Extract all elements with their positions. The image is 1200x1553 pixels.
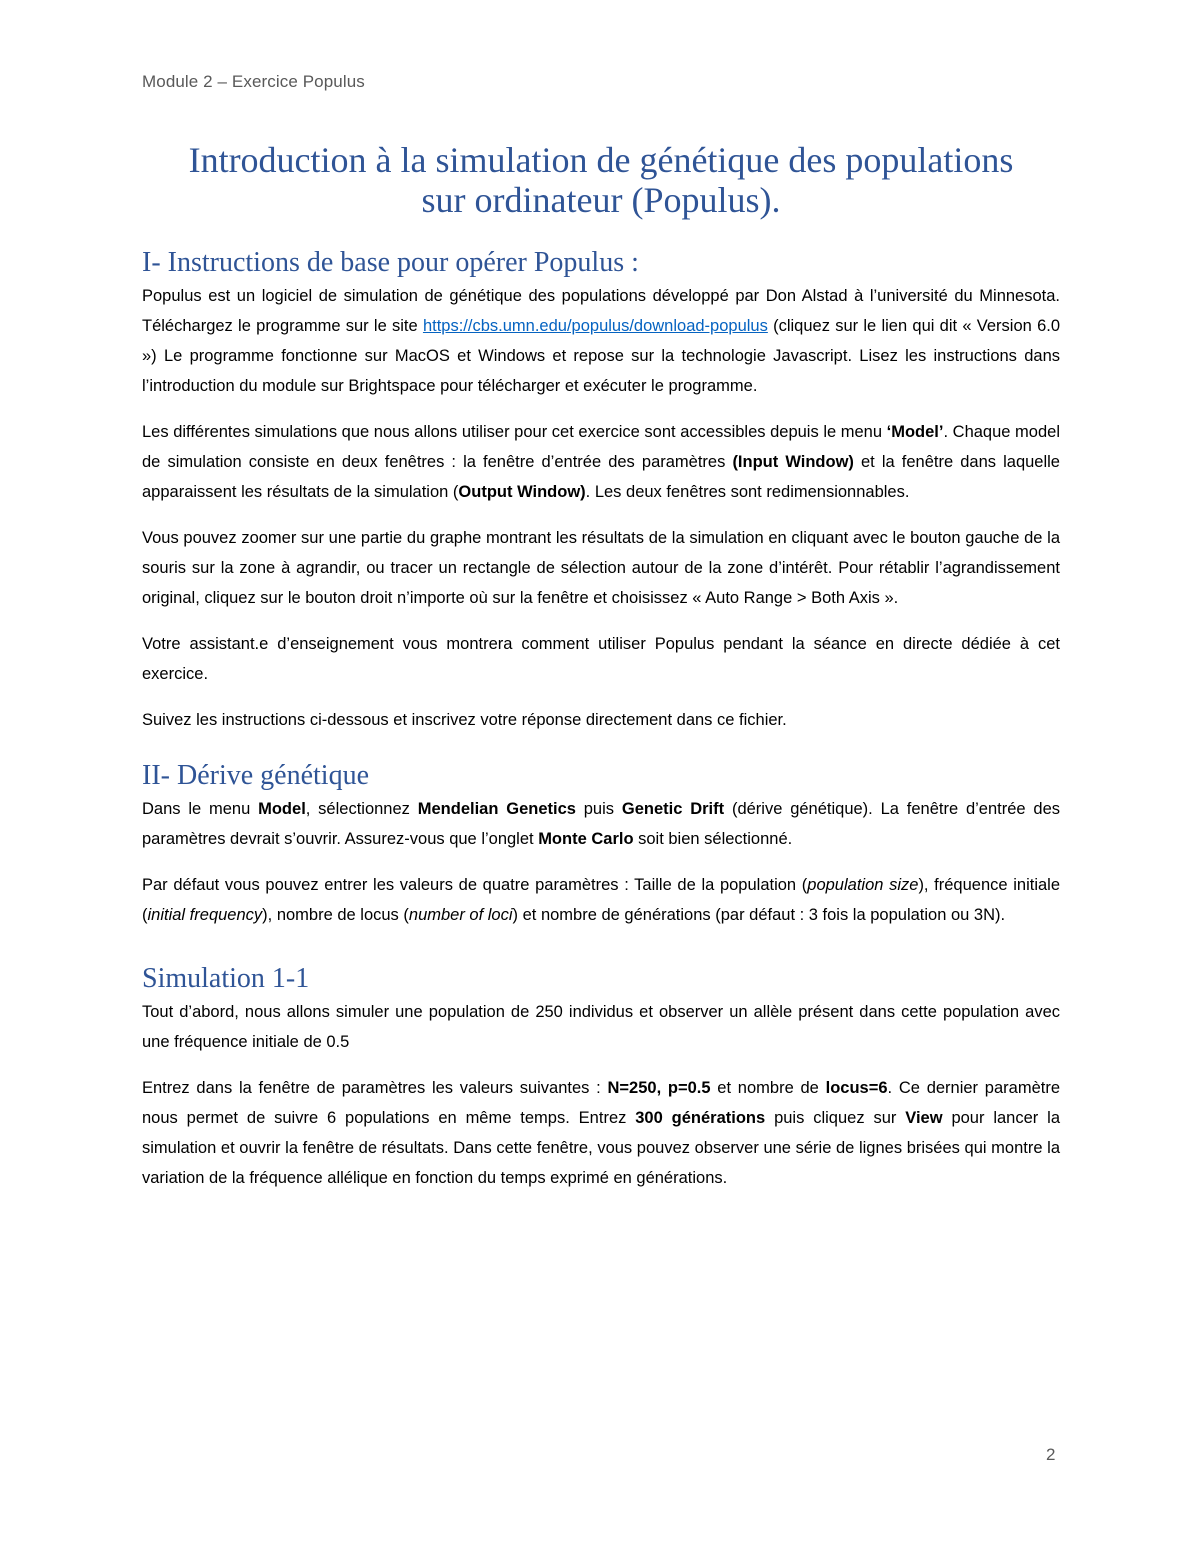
document-title bbox=[142, 140, 1060, 220]
paragraph-simulation-intro: Tout d’abord, nous allons simuler une population de 250 individus et observer un allèle présent dans cette population avec une fréquence initiale de 0.5 bbox=[142, 1003, 1060, 1051]
paragraph-parameters bbox=[142, 870, 1060, 930]
text-run: Populus est un logiciel de simulation de génétique des populations développé par Don Alstad à l’université du Minnesota. Téléchargez le programme sur le site bbox=[142, 287, 1060, 335]
text-run: (cliquez sur le lien qui dit « Version 6.0 ») Le programme fonctionne sur MacOS et Windows et repose sur la technologie Javascript. Lisez les instructions dans l’introduction du module sur Brightspace pour télécharger et exécuter le programme. bbox=[142, 317, 1061, 395]
title-line-2: sur ordinateur (Populus). bbox=[421, 180, 781, 220]
text-run: Entrez dans la fenêtre de paramètres les valeurs suivantes : bbox=[142, 1079, 608, 1097]
paragraph-intro bbox=[142, 281, 1060, 401]
bold-input-window: (Input Window) bbox=[732, 453, 854, 471]
italic-number-of-loci: number of loci bbox=[408, 906, 513, 924]
text-run: Les différentes simulations que nous allons utiliser pour cet exercice sont accessibles depuis le menu bbox=[142, 423, 887, 441]
bold-locus-value: locus=6 bbox=[825, 1079, 888, 1097]
bold-model: ‘Model’ bbox=[886, 423, 944, 441]
download-link[interactable]: https://cbs.umn.edu/populus/download-populus bbox=[422, 317, 768, 335]
section-heading-genetic-drift: II- Dérive génétique bbox=[142, 760, 369, 791]
page-number: 2 bbox=[1046, 1445, 1056, 1464]
text-run: , sélectionnez bbox=[305, 800, 418, 818]
paragraph-zoom: Vous pouvez zoomer sur une partie du graphe montrant les résultats de la simulation en cliquant avec le bouton gauche de la souris sur la zone à agrandir, ou tracer un rectangle de sélection autour de la zone d’intérêt. Pour rétablir l’agrandissement original, cliquez sur le bouton droit n’importe où sur la fenêtre et choisissez « Auto Range > Both Axis ». bbox=[142, 529, 1060, 607]
bold-model-menu: Model bbox=[258, 800, 306, 818]
text-run: . Les deux fenêtres sont redimensionnables. bbox=[585, 483, 910, 501]
bold-monte-carlo: Monte Carlo bbox=[538, 830, 634, 848]
section-heading-simulation-1-1: Simulation 1-1 bbox=[142, 963, 310, 994]
paragraph-model-selection bbox=[142, 794, 1060, 854]
title-line-1: Introduction à la simulation de génétique des populations bbox=[188, 140, 1014, 180]
text-run: puis cliquez sur bbox=[765, 1109, 906, 1127]
text-run: ) et nombre de générations (par défaut : 3 fois la population ou 3N). bbox=[512, 906, 1006, 924]
paragraph-model-menu bbox=[142, 417, 1060, 507]
text-run: pour lancer la simulation et ouvrir la fenêtre de résultats. Dans cette fenêtre, vous pouvez observer une série de lignes brisées qui montre la variation de la fréquence allélique en fonction du temps exprimé en générations. bbox=[142, 1109, 1060, 1187]
bold-mendelian-genetics: Mendelian Genetics bbox=[417, 800, 576, 818]
italic-initial-frequency: initial frequency bbox=[147, 906, 263, 924]
paragraph-assistant: Votre assistant.e d’enseignement vous montrera comment utiliser Populus pendant la séance en directe dédiée à cet exercice. bbox=[142, 635, 1060, 683]
section-heading-instructions: I- Instructions de base pour opérer Populus : bbox=[142, 247, 639, 278]
text-run: et nombre de bbox=[710, 1079, 826, 1097]
document-body bbox=[142, 140, 1060, 1209]
text-run: ), nombre de locus ( bbox=[262, 906, 409, 924]
page-header: Module 2 – Exercice Populus bbox=[142, 72, 365, 91]
text-run: (dérive génétique). La fenêtre d’entrée des paramètres devrait s’ouvrir. Assurez-vous que l’onglet bbox=[142, 800, 1061, 848]
text-run: . Ce dernier paramètre nous permet de suivre 6 populations en même temps. Entrez bbox=[142, 1079, 1060, 1127]
paragraph-follow-instructions: Suivez les instructions ci-dessous et inscrivez votre réponse directement dans ce fichier. bbox=[142, 711, 787, 729]
bold-generations: 300 générations bbox=[635, 1109, 766, 1127]
paragraph-simulation-steps bbox=[142, 1073, 1060, 1193]
text-run: puis bbox=[575, 800, 622, 818]
text-run: ), fréquence initiale ( bbox=[142, 876, 1061, 924]
text-run: Dans le menu bbox=[142, 800, 259, 818]
text-run: . Chaque model de simulation consiste en deux fenêtres : la fenêtre d’entrée des paramètres bbox=[142, 423, 1061, 471]
bold-n-p-values: N=250, p=0.5 bbox=[607, 1079, 711, 1097]
bold-view: View bbox=[905, 1109, 943, 1127]
text-run: Par défaut vous pouvez entrer les valeurs de quatre paramètres : Taille de la population ( bbox=[142, 876, 808, 894]
text-run: soit bien sélectionné. bbox=[633, 830, 793, 848]
italic-population-size: population size bbox=[807, 876, 919, 894]
bold-output-window: Output Window) bbox=[458, 483, 586, 501]
bold-genetic-drift: Genetic Drift bbox=[621, 800, 725, 818]
text-run: et la fenêtre dans laquelle apparaissent les résultats de la simulation ( bbox=[142, 453, 1060, 501]
